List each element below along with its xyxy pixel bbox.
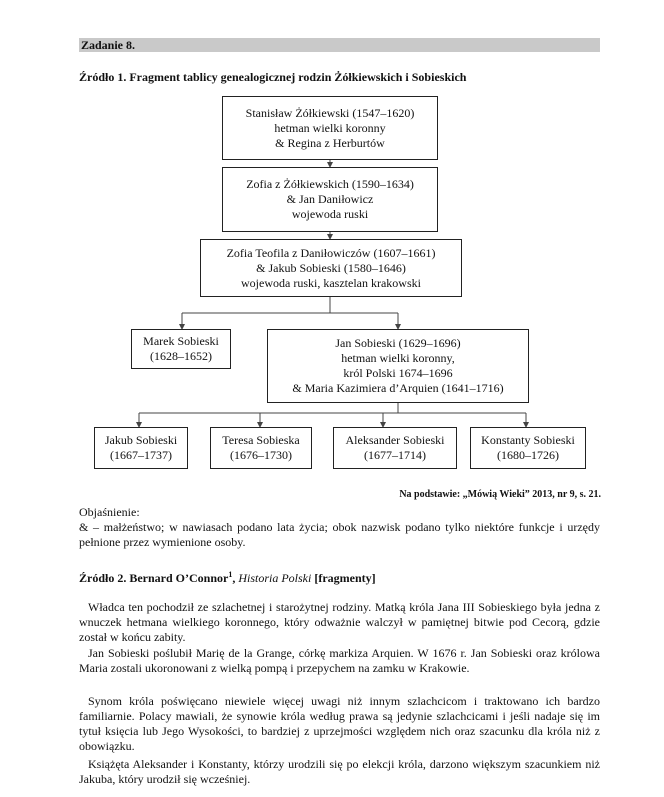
book-title: Historia Polski — [238, 571, 312, 585]
source2-title-suffix: [fragmenty] — [311, 571, 376, 585]
source-citation: Na podstawie: „Mówią Wieki” 2013, nr 9, s. 21. — [399, 489, 601, 500]
person-box-stanislaw-zolkiewski — [222, 96, 438, 160]
person-box-teresa-sobieska — [210, 427, 312, 469]
box-line: hetman wielki koronny, — [341, 351, 455, 365]
task-label: Zadanie 8. — [81, 38, 136, 52]
source2-title — [79, 570, 376, 586]
box-line: Aleksander Sobieski — [345, 433, 445, 447]
source1-title: Źródło 1. Fragment tablicy genealogicznej rodzin Żółkiewskich i Sobieskich — [79, 70, 467, 84]
box-line: (1667–1737) — [110, 448, 172, 462]
box-line: (1628–1652) — [150, 349, 212, 363]
text-paragraph: Książęta Aleksander i Konstanty, którzy urodzili się po elekcji króla, darzono większym szacunkiem niż Jakuba, który urodził się wcześniej. — [79, 757, 600, 786]
person-box-jan-sobieski — [267, 329, 529, 403]
person-box-konstanty-sobieski — [470, 427, 586, 469]
box-line: (1676–1730) — [230, 448, 292, 462]
box-line: Stanisław Żółkiewski (1547–1620) — [245, 105, 415, 120]
box-line: (1680–1726) — [497, 448, 559, 462]
person-box-zofia-teofila — [200, 239, 462, 297]
box-line: (1677–1714) — [364, 448, 426, 462]
box-line: & Jakub Sobieski (1580–1646) — [256, 260, 406, 275]
box-line: hetman wielki koronny — [274, 120, 386, 135]
box-line: wojewoda ruski, kasztelan krakowski — [241, 275, 421, 290]
text-paragraph: Jan Sobieski poślubił Marię de la Grange, córkę markiza Arquien. W 1676 r. Jan Sobieski oraz królowa Maria zostali ukoronowani z wielką pompą i przepychem na zamku w Krakowie. — [79, 646, 600, 675]
text-paragraph: Synom króla poświęcano niewiele więcej uwagi niż innym szlachcicom i traktowano ich bardzo familiarnie. Polacy mawiali, że synowie króla według prawa są jedynie szlachcicami i jeśli nadaje się im tytuł księcia lub Jego Wysokości, to bardziej z uprzejmości względem nich oraz szacunku dla króla niż z obowiązku. — [79, 694, 600, 753]
person-box-marek-sobieski — [131, 329, 231, 369]
box-line: Jan Sobieski (1629–1696) — [335, 336, 461, 350]
person-box-jakub-sobieski — [94, 427, 188, 469]
text-paragraph: Władca ten pochodził ze szlachetnej i starożytnej rodziny. Matką króla Jana III Sobieskiego była jedna z wnuczek hetmana wielkiego koronnego, który odważnie walczył w pamiętnej bitwie pod Cecorą, gdzie został w końcu zabity. — [79, 600, 600, 644]
source2-title-separator: , — [232, 571, 239, 585]
person-box-aleksander-sobieski — [333, 427, 457, 469]
source2-title-prefix: Źródło 2. Bernard O’Connor — [79, 571, 229, 585]
footnote-marker: 1 — [228, 570, 233, 579]
explanation-heading: Objaśnienie: — [79, 505, 140, 519]
box-line: & Jan Daniłowicz — [286, 192, 374, 206]
box-line: Jakub Sobieski — [104, 433, 178, 447]
box-line: Konstanty Sobieski — [481, 433, 575, 447]
box-line: & Maria Kazimiera d’Arquien (1641–1716) — [292, 381, 504, 395]
explanation-text: & – małżeństwo; w nawiasach podano lata życia; obok nazwisk podano tylko niektóre funkcje i urzędy pełnione przez wymienione osoby. — [79, 520, 600, 549]
person-box-zofia-zolkiewska — [222, 167, 438, 232]
box-line: wojewoda ruski — [291, 207, 369, 221]
box-line: Zofia Teofila z Daniłowiczów (1607–1661) — [226, 245, 436, 260]
box-line: król Polski 1674–1696 — [343, 366, 453, 380]
box-line: & Regina z Herburtów — [275, 135, 385, 150]
box-line: Teresa Sobieska — [222, 433, 300, 447]
box-line: Zofia z Żółkiewskich (1590–1634) — [246, 177, 414, 191]
box-line: Marek Sobieski — [143, 334, 219, 348]
